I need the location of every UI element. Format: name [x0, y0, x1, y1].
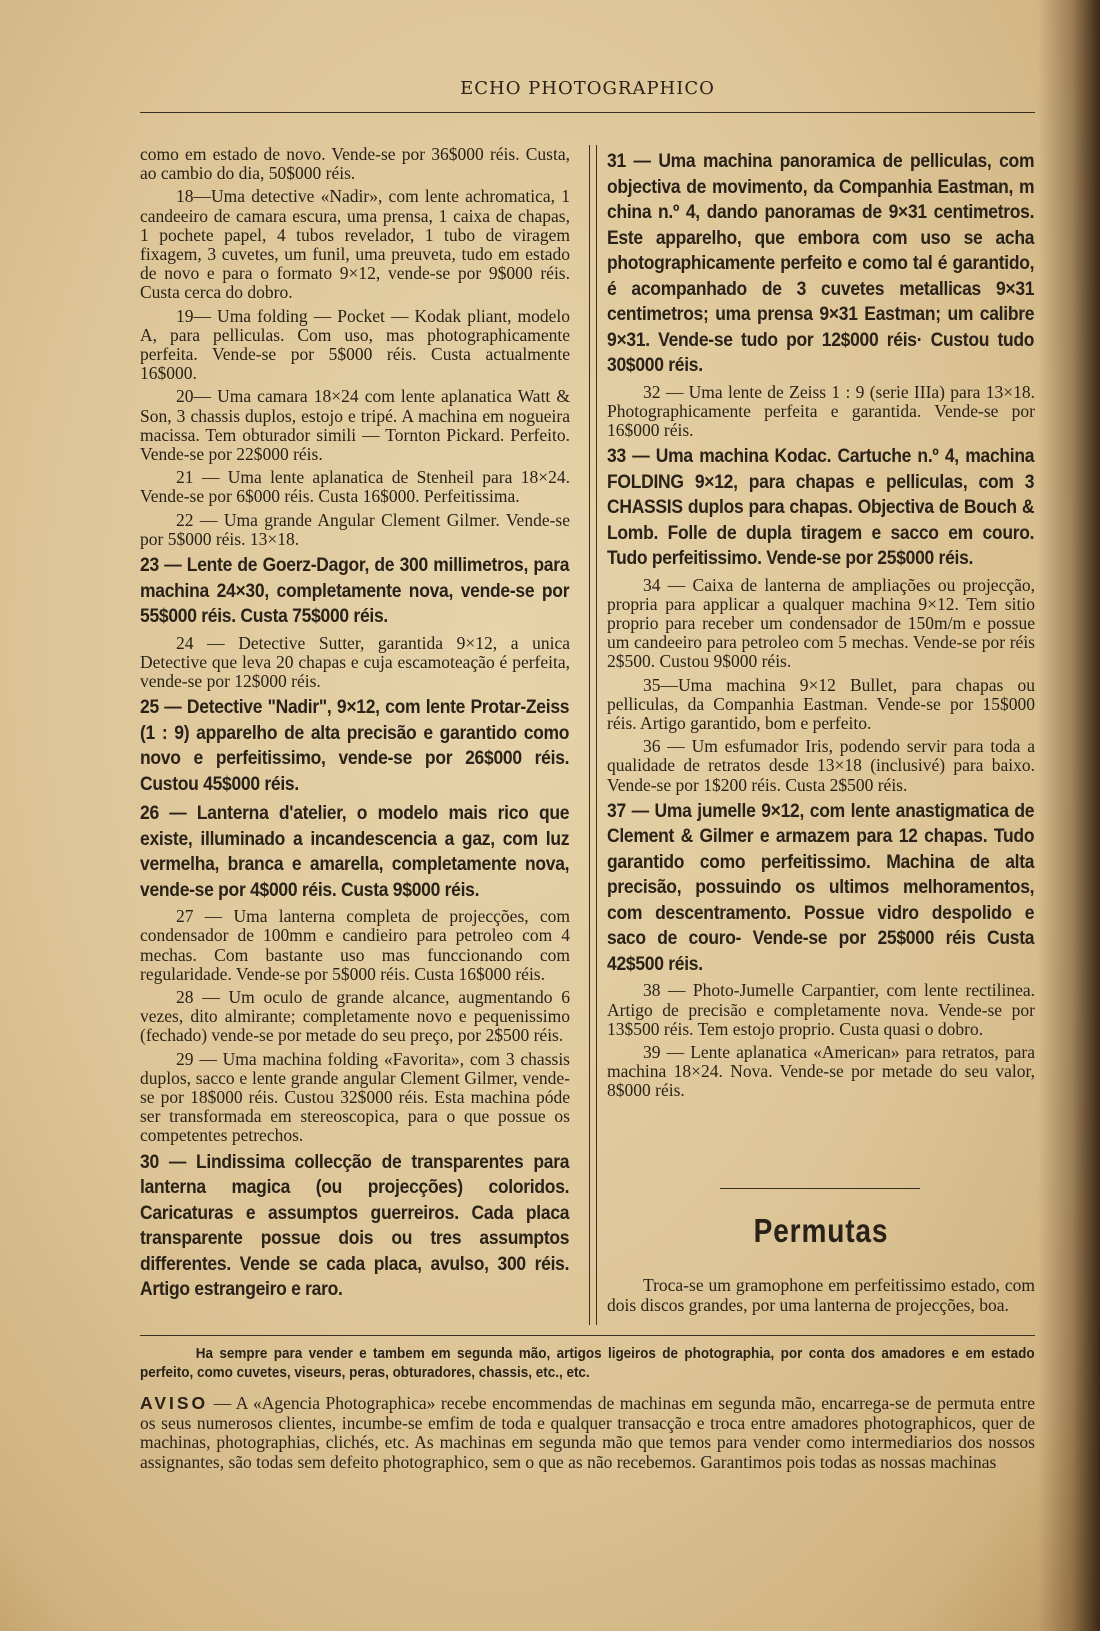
page-header: ECHO PHOTOGRAPHICO	[460, 78, 715, 99]
right-column-entry: 37 — Uma jumelle 9×12, com lente anastigmatica de Clement & Gilmer e armazem para 12 chapas. Tudo garantido como perfeitissimo. Machina de alta precisão, possuindo os ultimos melhoramentos, com descentramento. Possue vidro despolido e saco de couro- Vende-se por 25$000 réis Custa 42$500 réis.	[607, 800, 1035, 975]
left-column-entry: 18—Uma detective «Nadir», com lente achromatica, 1 candeeiro de camara escura, uma prensa, 1 caixa de chapas, 1 pochete papel, 4 tubos revelador, 1 tubo de viragem fixagem, 3 cuvetes, um funil, uma preuveta, tudo em estado de novo e para o formato 9×12, vende-se por 9$000 réis. Custa cerca do dobro.	[140, 186, 570, 303]
bottom-rule	[140, 1335, 1035, 1336]
right-column-entry: 32 — Uma lente de Zeiss 1 : 9 (serie IIIa) para 13×18. Photographicamente perfeita e garantida. Vende-se por 16$000 réis.	[607, 381, 1035, 440]
aviso-paragraph	[140, 1394, 1035, 1472]
left-column-entry: 20— Uma camara 18×24 com lente aplanatica Watt & Son, 3 chassis duplos, estojo e tripé. A machina em nogueira macissa. Tem obturador simili — Tornton Pickard. Perfeito. Vende-se por 22$000 réis.	[140, 386, 570, 465]
right-column-entry: 35—Uma machina 9×12 Bullet, para chapas ou pelliculas, da Companhia Eastman. Vende-se por 15$000 réis. Artigo garantido, bom e perfeito.	[607, 674, 1035, 734]
left-column-entry: 25 — Detective "Nadir", 9×12, com lente Protar-Zeiss (1 : 9) apparelho de alta precisão e garantido como novo e perfeitissimo, vende-se por 26$000 réis. Custou 45$000 réis.	[140, 697, 570, 795]
left-column-entry: 23 — Lente de Goerz-Dagor, de 300 millimetros, para machina 24×30, completamente nova, vende-se por 55$000 réis. Custa 75$000 réis.	[140, 555, 570, 628]
left-column-entry: 24 — Detective Sutter, garantida 9×12, a unica Detective que leva 20 chapas e cuja escamoteação é perfeita, vende-se por 12$000 réis.	[140, 632, 570, 691]
left-column-entry: 21 — Uma lente aplanatica de Stenheil para 18×24. Vende-se por 6$000 réis. Custa 16$000. Perfeitissima.	[140, 467, 570, 507]
right-column-entry: 33 — Uma machina Kodac. Cartuche n.º 4, machina FOLDING 9×12, para chapas e pelliculas, com 3 CHASSIS duplos para chapas. Objectiva de Bouch & Lomb. Folle de dupla tiragem e sacco em couro. Tudo perfeitissimo. Vende-se por 25$000 réis.	[607, 446, 1035, 570]
notice-text: Ha sempre para vender e tambem em segunda mão, artigos ligeiros de photographia, por conta dos amadores e em estado perfeito, como cuvetes, viseurs, peras, obturadores, chassis, etc., etc.	[140, 1346, 1035, 1381]
left-column-entry: 28 — Um oculo de grande alcance, augmentando 6 vezes, dito almirante; completamente novo e pequenissimo (fechado) vende-se por metade do seu preço, por 2$500 réis.	[140, 986, 570, 1046]
left-column-entry: 22 — Uma grande Angular Clement Gilmer. Vende-se por 5$000 réis. 13×18.	[140, 509, 570, 549]
left-column	[140, 145, 570, 1307]
right-column-entry: 34 — Caixa de lanterna de ampliações ou projecção, propria para applicar a qualquer machina 9×12. Tem sitio proprio para receber um condensador de 150m/m e possue um candeeiro para petroleo com 5 mechas. Vende-se por réis 2$500. Custou 9$000 réis.	[607, 574, 1035, 672]
header-rule	[140, 112, 1035, 113]
left-column-entry: como em estado de novo. Vende-se por 36$000 réis. Custa, ao cambio do dia, 50$000 réis.	[140, 144, 570, 184]
right-column-entry: 31 — Uma machina panoramica de pelliculas, com objectiva de movimento, da Companhia Eastman, m china n.º 4, dando panoramas de 9×31 centimetros. Este apparelho, que embora com uso se acha photographicamente perfeito e como tal é garantido, é acompanhado de 3 cuvetes metallicas 9×31 centimetros; uma prensa 9×31 Eastman; um calibre 9×31. Vende-se tudo por 12$000 réis· Custou tudo 30$000 réis.	[607, 151, 1035, 376]
permutas-heading: Permutas	[753, 1212, 889, 1249]
right-column-entry: 38 — Photo-Jumelle Carpantier, com lente rectilinea. Artigo de precisão e completamente nova. Vende-se por 13$500 réis. Tem estojo proprio. Custa quasi o dobro.	[607, 980, 1035, 1039]
left-column-entry: 19— Uma folding — Pocket — Kodak pliant, modelo A, para pelliculas. Com uso, mas photographicamente perfeita. Vende-se por 5$000 réis. Custa actualmente 16$000.	[140, 305, 570, 384]
left-column-entry: 30 — Lindissima collecção de transparentes para lanterna magica (ou projecções) coloridos. Caricaturas e assumptos guerreiros. Cada placa transparente possue dois ou tres assumptos differentes. Vende se cada placa, avulso, 300 réis. Artigo estrangeiro e raro.	[140, 1151, 570, 1301]
left-column-entry: 26 — Lanterna d'atelier, o modelo mais rico que existe, illuminado a incandescencia a gaz, com luz vermelha, branca e amarella, completamente nova, vende-se por 4$000 réis. Custa 9$000 réis.	[140, 803, 570, 901]
column-divider	[589, 145, 597, 1325]
left-column-entry: 27 — Uma lanterna completa de projecções, com condensador de 100mm e candieiro para petroleo com 4 mechas. Com bastante uso mas funccionando com regularidade. Vende-se por 5$000 réis. Custa 16$000 réis.	[140, 906, 570, 984]
aviso-label: AVISO	[140, 1393, 209, 1413]
aviso-text: — A «Agencia Photographica» recebe encommendas de machinas em segunda mão, encarrega-se de permuta entre os seus numerosos clientes, incumbe-se emfim de toda e qualquer transacção e troca entre amadores photographicos, quer de machinas, photographias, clichés, etc. As machinas em segunda mão que temos para vender como intermediarios dos nossos assignantes, são todas sem defeito photographico, sem o que as não recebemos. Garantimos pois todas as nossas machinas	[140, 1393, 1035, 1472]
book-spine-shadow	[1038, 0, 1100, 1631]
right-column	[607, 145, 1035, 1105]
right-column-entry: 36 — Um esfumador Iris, podendo servir para toda a qualidade de retratos desde 13×18 (inclusivé) para baixo. Vende-se por 1$200 réis. Custa 2$500 réis.	[607, 736, 1035, 795]
left-column-entry: 29 — Uma machina folding «Favorita», com 3 chassis duplos, sacco e lente grande angular Clement Gilmer, vende-se por 18$000 réis. Custou 32$000 réis. Esta machina póde ser transformada em stereoscopica, para o que possue os competentes petrechos.	[140, 1048, 570, 1146]
right-column-entry: 39 — Lente aplanatica «American» para retratos, para machina 18×24. Nova. Vende-se por metade do seu valor, 8$000 réis.	[607, 1041, 1035, 1101]
permutas-text: Troca-se um gramophone em perfeitissimo estado, com dois discos grandes, por uma lanterna de projecções, boa.	[607, 1275, 1035, 1315]
permutas-rule	[720, 1188, 920, 1189]
